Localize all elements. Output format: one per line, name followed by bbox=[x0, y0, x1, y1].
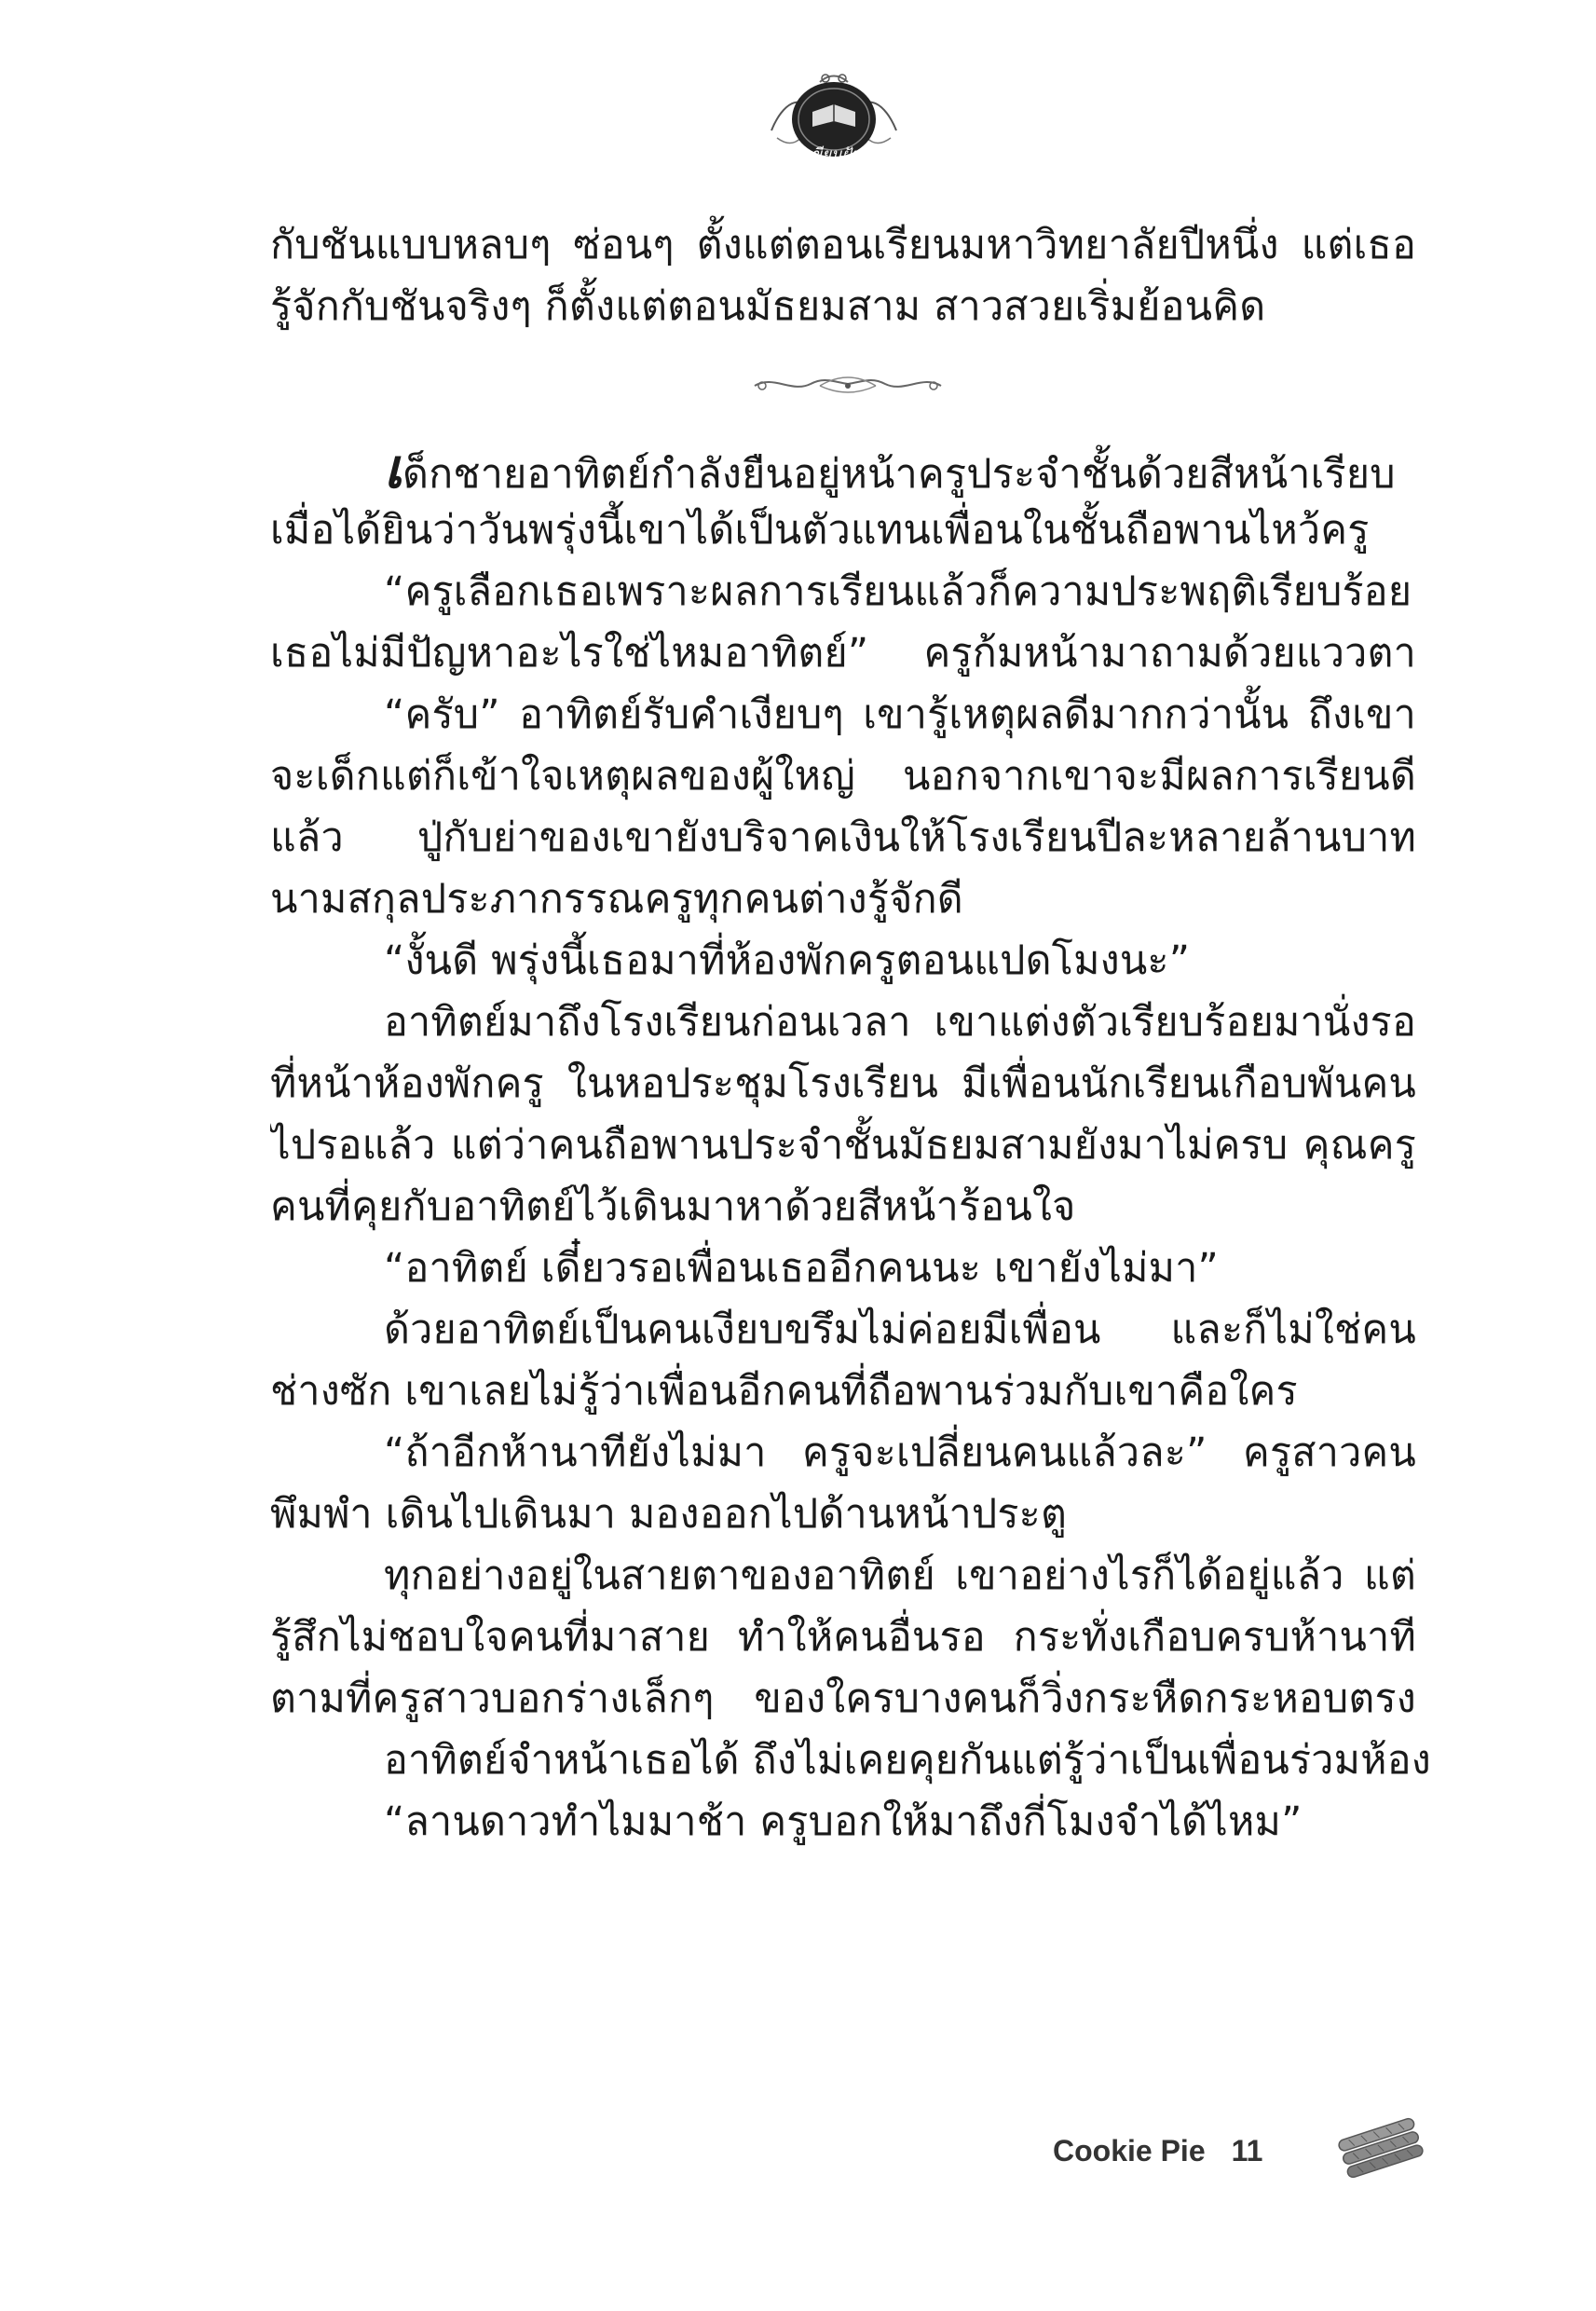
text-line: จะเด็กแต่ก็เข้าใจเหตุผลของผู้ใหญ่ นอกจากเขาจะมีผลการเรียนดี bbox=[270, 753, 1416, 800]
text-line: เด็กชายอาทิตย์กำลังยืนอยู่หน้าครูประจำชั้นด้วยสีหน้าเรียบ bbox=[384, 438, 1396, 499]
drop-cap: เ bbox=[384, 438, 403, 499]
text-line: เมื่อได้ยินว่าวันพรุ่งนี้เขาได้เป็นตัวแทนเพื่อนในชั้นถือพานไหว้ครู bbox=[270, 507, 1370, 554]
text-line: ไปรอแล้ว แต่ว่าคนถือพานประจำชั้นมัธยมสามยังมาไม่ครบ คุณครู bbox=[270, 1122, 1416, 1169]
page-footer bbox=[1053, 2134, 1262, 2168]
logo-text: เขียนฝัน bbox=[805, 145, 863, 164]
cookie-sticks-icon bbox=[1334, 2115, 1427, 2181]
text-line: รู้จักกับชันจริงๆ ก็ตั้งแต่ตอนมัธยมสาม สาวสวยเริ่มย้อนคิด bbox=[270, 283, 1266, 330]
story-body bbox=[270, 438, 1431, 1853]
text-line: อาทิตย์จำหน้าเธอได้ ถึงไม่เคยคุยกันแต่รู้ว่าเป็นเพื่อนร่วมห้อง bbox=[384, 1737, 1431, 1784]
page-number: 11 bbox=[1231, 2134, 1263, 2167]
text-line: กับชันแบบหลบๆ ซ่อนๆ ตั้งแต่ตอนเรียนมหาวิทยาลัยปีหนึ่ง แต่เธอ bbox=[270, 222, 1416, 268]
text-line: เธอไม่มีปัญหาอะไรใช่ไหมอาทิตย์” ครูก้มหน้ามาถามด้วยแววตา bbox=[270, 630, 1416, 677]
text-line: ด้วยอาทิตย์เป็นคนเงียบขรึมไม่ค่อยมีเพื่อน และก็ไม่ใช่คน bbox=[384, 1306, 1416, 1353]
text-line: คนที่คุยกับอาทิตย์ไว้เดินมาหาด้วยสีหน้าร้อนใจ bbox=[270, 1183, 1076, 1230]
text-line: ตามที่ครูสาวบอกร่างเล็กๆ ของใครบางคนก็วิ่งกระหืดกระหอบตรง bbox=[270, 1675, 1416, 1722]
text-line: “ครูเลือกเธอเพราะผลการเรียนแล้วก็ความประพฤติเรียบร้อย bbox=[384, 568, 1412, 615]
text-line: นามสกุลประภากรรณครูทุกคนต่างรู้จักดี bbox=[270, 876, 963, 923]
text-line: อาทิตย์มาถึงโรงเรียนก่อนเวลา เขาแต่งตัวเรียบร้อยมานั่งรอ bbox=[384, 999, 1416, 1046]
text-line: ช่างซัก เขาเลยไม่รู้ว่าเพื่อนอีกคนที่ถือพานร่วมกับเขาคือใคร bbox=[270, 1368, 1298, 1415]
book-title: Cookie Pie bbox=[1053, 2134, 1206, 2167]
text-line: ที่หน้าห้องพักครู ในหอประชุมโรงเรียน มีเพื่อนนักเรียนเกือบพันคน bbox=[270, 1060, 1416, 1107]
text-line: “งั้นดี พรุ่งนี้เธอมาที่ห้องพักครูตอนแปดโมงนะ” bbox=[384, 937, 1191, 984]
intro-paragraph bbox=[270, 214, 1416, 337]
ornament-divider-icon bbox=[745, 365, 950, 403]
text-line: ทุกอย่างอยู่ในสายตาของอาทิตย์ เขาอย่างไรก็ได้อยู่แล้ว แต่ bbox=[384, 1552, 1416, 1599]
text-line: “ลานดาวทำไมมาช้า ครูบอกให้มาถึงกี่โมงจำได้ไหม” bbox=[384, 1798, 1303, 1845]
text-line: รู้สึกไม่ชอบใจคนที่มาสาย ทำให้คนอื่นรอ กระทั่งเกือบครบห้านาที bbox=[270, 1614, 1416, 1661]
text-line: “อาทิตย์ เดี๋ยวรอเพื่อนเธออีกคนนะ เขายังไม่มา” bbox=[384, 1245, 1220, 1292]
text-line: แล้ว ปู่กับย่าของเขายังบริจาคเงินให้โรงเรียนปีละหลายล้านบาท bbox=[270, 814, 1416, 861]
text-line: “ถ้าอีกห้านาทียังไม่มา ครูจะเปลี่ยนคนแล้วละ” ครูสาวคน bbox=[384, 1429, 1416, 1476]
text-line: พึมพำ เดินไปเดินมา มองออกไปด้านหน้าประตู bbox=[270, 1491, 1068, 1538]
text-line: “ครับ” อาทิตย์รับคำเงียบๆ เขารู้เหตุผลดีมากกว่านั้น ถึงเขา bbox=[384, 691, 1416, 738]
